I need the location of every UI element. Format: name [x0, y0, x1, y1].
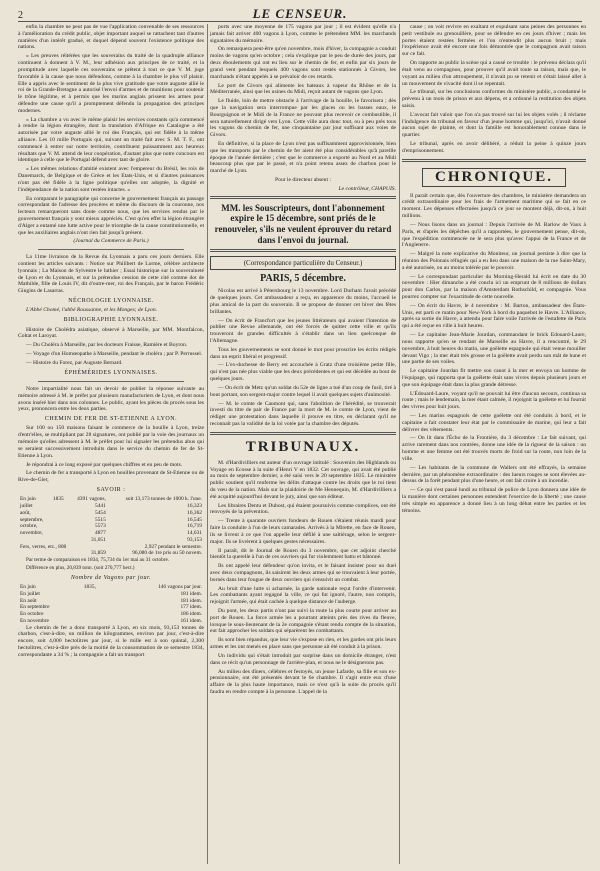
table-cell: En juin — [20, 496, 36, 503]
bibliography-heading: BIBLIOGRAPHIE LYONNAISE. — [63, 317, 159, 324]
table-total-row — [18, 550, 204, 557]
paragraph: Ils ont appelé leur défendeur qu'on invita, et le faisant insister pour un duel avec deux compagnons, ils saisirent les deux armes qui se trouvaient à leur portée, bornés dans leur fougue de deux ouvriers qui s'ensuivit un combat. — [210, 563, 396, 583]
table-cell: 5573 — [95, 523, 106, 530]
table-cell — [82, 604, 113, 611]
table-cell: 4877 — [95, 530, 106, 536]
column-1 — [18, 24, 204, 864]
paragraph: — Nous lisons dans un journal : Depuis l'arrivée de M. Barlow de Vaux à Paris, et d'après les dépêches qu'il a rapportées, le gouvernement pense, dit-on, que l'expédition commencée ne le sera plus qu'avec l'appui de la France et de l'Angleterre. — [402, 221, 586, 249]
table-cell: 31,859 — [90, 550, 106, 557]
paragraph: « La chambre a vu avec le même plaisir les services constants qu'a commencé à rendre la légion étrangère, dont la translation d'Afrique en Catalogne a été autorisée par votre auguste allié le roi des Français, qui est fidèle à la même alliance. Les 10 mille Portugais qui, suivant un traité fait avec S. M. T. F., ont commencé à entrer sur notre territoire, contribuent puissamment aux heureux résultats que V. M. attend de leur coopération, d'autant plus que notre concours est identique à celle que le Portugal défend avec tant de gloire. — [18, 116, 204, 164]
paragraph: Je répondrai à ce long exposé par quelques chiffres et en peu de mots. — [26, 461, 183, 468]
paragraph: — On écrit de Francfort que les jeunes littérateurs qui avaient l'intention de publier une Revue allemande, ont été forcés de quitter cette ville et qu'ils trouveront de grandes difficultés à s'établir dans un lieu quelconque de l'Allemagne. — [210, 317, 396, 344]
table-cell: 146 vagons par jour. — [157, 584, 202, 590]
paragraph: Le capitaine Jourdan fit mettre son canot à la mer et envoya un homme de l'équipage, qui rapporta que la goëlette était sans vivres depuis plusieurs jours et que son équipage était dans la plus grande détresse. — [402, 368, 586, 388]
table-cell: 31,051 — [90, 536, 106, 543]
table-cell: octobre, — [20, 523, 38, 530]
table-row — [18, 591, 204, 598]
table-cell: En novembre — [20, 617, 49, 624]
paragraph: En comparant le paragraphe qui concerne le gouvernement français au passage correspondant de l'adresse des procères et même du discours de la couronne, nos lecteurs remarqueront sans doute comme nous, que les services rendus par le gouvernement français y sont mieux appréciés. C'est qu'en effet la légion étrangère d'Alger a entamé une lutte active pour le triomphe de la cause constitutionnelle, et que les auxiliaires anglais n'ont rien fait jusqu'à présent. — [18, 195, 204, 236]
paragraph: La 11me livraison de la Revue du Lyonnais a paru ces jours derniers. Elle contient les articles suivants : Notice sur Philibert de Lorme, célèbre architecte lyonnais ; La Maison de Sylvestre le luthier ; Essai historique sur la souveraineté de Lyon et du Lyonnais, et sur la prétendue cession de cette cité comme dot de Mathilde, fille de Louis IV, dit d'outre-mer, roi des Français, par le baron Frédéric Gingins de Lasarras. — [18, 254, 204, 295]
paragraph: — Les habitants de la commune de Wallers ont été effrayés, la semaine dernière, par un phénomène extraordinaire : des lueurs rouges se sont élevées au-dessus de la forêt pendant plus d'une heure, et ont fait croire à un incendie. — [402, 464, 586, 485]
paragraph: — Trente à quarante ouvriers fondeurs de Rouen s'étaient réunis mardi pour faire la conduite à l'un de leurs camarades. Arrivés à la Mirette, en face de Rouen, ils se livrent à ce que l'on appelle leur défilé à une saltiérage, selon le sergent-major. Ils se livrèrent à quelques gestes nécessaires. — [210, 518, 396, 545]
signature-role: Le contrôleur, — [338, 185, 370, 192]
paragraph: — Le correspondant particulier du Morning-Herald lui écrit en date du 30 novembre : Hier dimanche a été conclu ici un emprunt de 8 millions de dollars pour don Carlos, par la maison d'Amsterdam Rothschild, et compagnie. Vous pourrez compter sur l'exactitude de cette nouvelle. — [402, 273, 586, 300]
table-cell: 93,153 — [187, 536, 202, 543]
table-cell: 4391 vagons, — [77, 496, 106, 503]
table-row — [18, 598, 204, 605]
paragraph: — Le capitaine Jean-Marie Jourdan, commandant le brick Edouard-Laure, nous rapporte qu'en se rendant de Marseille au Havre, il a rencontré, le 29 novembre, à huit heures du matin, une goëlette espagnole qui était venue mouiller devant Vigo ; la mer était très grosse et la goëlette avait perdu son mât de hune et une partie de ses voiles. — [402, 332, 586, 366]
dateline: PARIS, 5 décembre. — [260, 273, 346, 285]
table-cell — [82, 598, 113, 605]
paragraph: Il paraît certain que, dès l'ouverture des chambres, le ministère demandera un crédit extraordinaire pour les frais de l'armement maritime qui se fait en ce moment. Les dépenses effectuées jusqu'à ce jour se montent déjà, dit-on, à huit millions. — [402, 192, 586, 220]
paragraph: Au milieu des dîners, célèbres et festoyés, un jeune Lafarde, sa fille et son ex-pensionnaire, ont été présentés devant le 6e chambre. Il s'agit entre eux d'une affaire de la plus haute importance, mais ce n'est qu'à la suite du procès qu'il faudra en rendre compte à la personne. L'appel de la — [210, 668, 396, 695]
table-row — [18, 503, 204, 510]
signature-intro: Pour le directeur absent : — [275, 177, 331, 184]
double-divider — [210, 196, 396, 199]
table-cell: 16,719 — [187, 523, 202, 530]
table-cell: 1835, — [83, 584, 96, 590]
paragraph: On rapporte au public la scène qui a causé ce trouble : le prévenu déclara qu'il était venu au compagnon, pour prouver qu'il avait toute sa raison, mais que, le voyant au milieu d'un attroupement, il n'avait pu se retenir et s'était laissé aller à un mouvement de vivacité dont il se repentait. — [402, 60, 586, 87]
table-cell: En août — [20, 597, 37, 604]
table-row — [18, 584, 204, 591]
paragraph: Au bruit d'une lutte si acharnée, la garde nationale reçut l'ordre d'intervenir. Les combattants ayant regagné la ville, ce qui fut ignoré, l'autre, non compris, rejoignit l'armée, qui était cachée à quelque distance de l'auberge. — [210, 585, 396, 606]
paragraph: — On écrit du Havre, le 4 novembre : M. Barton, ambassadeur des États-Unis, est parti ce matin pour New-York à bord du paquebot le Havre. L'Alliance, après sa sortie du Havre, a attendu pour faire voile l'arrivée de l'estafette de Paris qui a été reçue en ville à huit heures. — [402, 302, 586, 330]
table-cell: 16,362 — [187, 509, 202, 516]
ephemerides-heading: ÉPHÉMÉRIDES LYONNAISES. — [64, 369, 158, 376]
table-cell — [51, 503, 69, 510]
table-cell: 5515 — [95, 516, 106, 523]
table-cell — [82, 591, 113, 598]
page-number: 2 — [18, 10, 23, 21]
table-cell: 96,080 de 1re pris ou 50 novem. — [132, 550, 202, 557]
table-cell: 16,323 — [187, 503, 202, 509]
columns — [18, 24, 586, 864]
paragraph: L'avocat fait valoir que l'on n'a pas trouvé sur lui les objets volés ; il réclame l'indulgence du tribunal en faveur d'un jeune homme qui, jusqu'ici, n'avait donné aucun sujet de plainte, et dont la famille est honorablement connue dans le quartier. — [402, 111, 586, 139]
paragraph: cause ; on voit revivre en exaltant et expulsant sans peines des personnes en petit vestibule ou grenouillère, pour se défendre en ces jours d'hiver ; mais les portes étaient restées fermées et l'on n'entendit plus aucun bruit ; mais l'expérience avait été encore une fois démontrée que le compagnon avait raison sur ce fait. — [402, 24, 586, 58]
newspaper-title: LE CENSEUR. — [252, 6, 348, 21]
table-cell: 186 idem. — [180, 611, 202, 617]
paragraph: Il paraît, dit le Journal de Rouen du 3 novembre, que cet adjoint cherché bientôt la querelle à l'un de ces ouvriers qui fut violemment battu et bâtonné. — [210, 547, 396, 561]
table-cell: 177 idem. — [180, 604, 202, 611]
table-row — [18, 517, 204, 524]
paragraph: — Voyage d'un Homœopathe à Marseille, pendant le choléra ; par P. Perrussel. — [26, 350, 203, 357]
necrology-heading: NÉCROLOGIE LYONNAISE. — [68, 298, 154, 305]
table-row — [18, 530, 204, 537]
section-heading-tribunaux: TRIBUNAUX. — [245, 438, 361, 455]
vagon-heading: Nombre de Vagons par jour. — [70, 574, 152, 581]
paragraph: Les libraires Dentu et Dubost, qui étaient poursuivis comme complices, ont été renvoyés de la prévention. — [210, 502, 396, 516]
table-row — [18, 618, 204, 625]
paragraph: — M. le comte de Caumont qui, sans l'abolition de l'hérédité, se trouverait investi du titre de pair de France par la mort de M. le comte de Lyon, vient de rédiger une protestation dans laquelle il prouve en titre, en déclarant qu'il ne reconnaît pas la validité de la loi votée par la chambre des députés. — [210, 400, 396, 427]
table-total-row — [18, 537, 204, 544]
table-cell: 181 idem. — [180, 597, 202, 604]
table-cell: soit 13,173 tonnes de 1000 k. l'une. — [125, 496, 202, 503]
table-cell: 5454 — [95, 509, 106, 516]
table-cell — [82, 611, 113, 618]
table-cell — [51, 517, 69, 524]
signature-name: CHAPUIS. — [371, 185, 396, 192]
table-row — [18, 523, 204, 530]
paragraph: — On écrit de Metz qu'un soldat du 52e de ligne a tué d'un coup de fusil, tiré à bout portant, son sergent-major contre lequel il avait quelques sujets d'animosité. — [210, 384, 396, 398]
table-row — [18, 496, 204, 503]
table-cell: 14,631 — [187, 530, 202, 536]
table-row — [18, 604, 204, 611]
paragraph: On remarquera peut-être qu'en novembre, mois d'hiver, la compagnie a conduit moins de vagons qu'en octobre ; cela s'explique par le peu de durée des jours, par deux éboulements qui ont eu lieu sur le chemin de fer, et enfin par six jours de grand vent pendant lesquels 400 vagons sont restés stationnés à Givors, les marchands n'étant appelés à se prévaloir de ces retards. — [210, 46, 396, 80]
paragraph: Ils sont bien répandus, que leur vie s'expose en rien, et les gardes ont pris leurs armes et les ont menés en place sans que personne ait été conduit à la prison. — [210, 637, 396, 651]
table-cell: 5441 — [95, 503, 106, 509]
paragraph: « Les mêmes relations d'amitié existent avec l'empereur du Brésil, les rois de Danemarck, de Belgique et de Grèce et les Etats-Unis, et si d'autres puissances n'ont pas été fidèle à la ligne politique qu'elles ont adoptée, la dignité et l'indépendance de la nation sont restées intactes. » — [18, 166, 204, 193]
paragraph: L'Édouard-Laure, voyant qu'il ne pouvait lui être d'aucun secours, continua sa route ; mais le lendemain, la mer étant calmée, il rejoignit la goëlette et lui fournit des vivres pour huit jours. — [402, 390, 586, 411]
column-3 — [402, 24, 586, 864]
paragraph: M. d'Hardivilliers est auteur d'un ouvrage intitulé : Souvenirs des Highlands ou Voyage en Ecosse à la suite d'Henri V en 1832. Cet ouvrage, qui avait été publié au mois de septembre dernier, a été saisi vers le 20 septembre 1835. Le ministère public soutient qu'il renferme les délits d'attaque contre les droits que le roi tient du vœu de la nation. Mais sur la plaidoirie de Me Hennequin, M. d'Hardivilliers a été acquitté aujourd'hui devant le jury, ainsi que son éditeur. — [210, 459, 396, 500]
paragraph: — L'ex-duchesse de Berry est accouchée à Gratz d'une troisième petite fille, qui n'est pas née plus viable que les deux précédentes et qui est décédée au bout de quelques jours. — [210, 362, 396, 383]
divider — [38, 249, 184, 250]
table-cell: 181 idem. — [180, 590, 202, 597]
paragraph: — Histoire du Forez, par Auguste Bernard. — [26, 359, 123, 366]
table-cell: En septembre — [20, 604, 50, 611]
table-cell: Fers, verres, etc., 808 — [20, 543, 67, 550]
paragraph: Sur 100 ou 150 maisons faisant le commerce de la houille à Lyon, treize d'entr'elles, se multipliant par 28 signatures, ont publié par la voie des journaux un mémoire qu'elles adressent à M. le préfet pour lui signaler les prétendus abus qui se seraient successivement introduits dans le service du chemin de fer de St-Etienne à Lyon. — [18, 425, 204, 459]
table-cell: En juin — [20, 584, 36, 590]
signature — [210, 186, 396, 192]
table-cell: En juillet — [20, 590, 40, 597]
subscription-notice: MM. les Souscripteurs, dont l'abonnement expire le 15 décembre, sont priés de le renouveler, s'ils ne veulent éprouver du retard dans l'envoi du journal. — [214, 202, 392, 245]
table-cell — [82, 618, 113, 625]
paragraph: Le fluide, loin de mettre obstacle à l'arrivage de la houille, le favorisera ; dès que la navigation sera interrompue par les glaces ou les basses eaux, le Bourguignon et le Midi de la France ne pouvant plus recevoir ce combustible, il sera naturellement dirigé vers Lyon. Cette ville aura donc tout, ou à peu près tous les vagons du chemin de fer, une cinquantaine par jour suffisant aux voies de Givors. — [210, 98, 396, 139]
paragraph: enfin la chambre ne peut pas de vue l'application convenable de ses ressources à l'amélioration du crédit public, objet important auquel se rattachent tant d'autres matières d'un intérêt gradué, et duquel dépend souvent l'existence politique des nations. — [18, 24, 204, 51]
paragraph: Tous les gouvernements se sont donné le mot pour proscrire les écrits rédigés dans un esprit libéral et progressif. — [210, 346, 396, 360]
double-divider — [210, 432, 396, 435]
paragraph: « Les preuves réitérées que les souverains du traité de la quadruple alliance continuent à donnent à V. M., leur adhésion aux principes de ce traité, et la promptitude avec laquelle ces souverains se prêtent à tout ce que V. M. juge favorable à la cause que nous défendons, comme à la chambre le plus vif plaisir. Elle a appris avec le sentiment de la plus vive gratitude que votre auguste allié le roi de la Grande-Bretagne a autorisé l'envoi d'armes et de munitions pour soutenir le trône légitime, et à permis que les marins anglais prissent les armes pour défendre une cause qu'il a promptement défendu la propagation des principes modernes. — [18, 53, 204, 114]
paragraph: Le port de Givors qui alimente les bateaux à vapeur du Rhône et de la Méditerranée, ainsi que les usines du Midi, reçoit autant de vagons que Lyon. — [210, 82, 396, 96]
column-divider-2 — [399, 24, 400, 864]
paragraph: Du pont, les deux partis n'ont pas suivi la route la plus courte pour arriver au port de Rouen. La force armée les a pourtant atteints près des rives du fleuve, lorsque le sous-lieutenant de la 2e compagnie s'étant rendu compte de la situation, eut fait approcher les soldats qui séparèrent les combattants. — [210, 608, 396, 635]
paragraph: Un individu qui s'était introduit par surprise dans un domicile étranger, n'est dans ce récit qu'un personnage de l'arrière-plan, et nous ne le désignerons pas. — [210, 652, 396, 666]
paragraph: — Du Choléra à Marseille, par les docteurs Fraisse, Ramière et Boyron. — [26, 342, 188, 349]
paragraph: Histoire de Cholédra asiatique, observé à Marseille, par MM. Montfalcon, Coltat et Laroyat. — [18, 326, 204, 340]
shipments-table — [18, 496, 204, 557]
table-cell — [51, 530, 69, 537]
paragraph: Notre impartialité nous fait un devoir de publier la réponse suivante au mémoire adressé à M. le préfet par plusieurs manufacturiers de Lyon, et dont nous avons inséré hier dans nos colonnes. Le public, ayant les pièces du procès sous les yeux, prononcera entre les deux parties. — [18, 385, 204, 413]
masthead — [18, 6, 582, 22]
table-row — [18, 544, 204, 551]
paragraph: — On lit dans l'Écho de la Frontière, du 3 décembre : Le fait suivant, qui arrive rarement dans nos contrées, donne une idée de la rigueur de la saison : un homme et une femme ont été trouvés morts de froid sur la route, non loin de la ville. — [402, 435, 586, 462]
double-divider — [210, 249, 396, 252]
railway-heading: CHEMIN DE FER DE ST-ETIENNE A LYON. — [44, 416, 178, 423]
correspondence-heading: (Correspondance particulière du Censeur.) — [210, 256, 396, 270]
table-cell: juillet — [20, 503, 33, 509]
column-divider-1 — [207, 24, 208, 864]
paragraph: L'Abbé Chomé, l'abbé Roussanne, et les Monges; de Lyon. — [26, 307, 158, 314]
column-2 — [210, 24, 396, 864]
double-divider — [402, 159, 586, 162]
table-cell: août, — [20, 509, 31, 516]
paragraph: — Ce qui s'est passé lundi au tribunal de police de Lyon donnera une idée de la manière dont certaines personnes entendent l'exercice de la liberté ; une cause très simple en apparence a donné lieu à un long débat entre les parties et les témoins. — [402, 487, 586, 514]
paragraph: Le tribunal, après en avoir délibéré, a réduit la peine à quinze jours d'emprisonnement. — [402, 141, 586, 154]
table-row — [18, 510, 204, 517]
table-cell — [51, 523, 69, 530]
article-source: (Journal du Commerce de Paris.) — [73, 238, 149, 245]
table-cell: 1835 — [52, 496, 64, 503]
table-cell — [51, 510, 69, 517]
paragraph: Différence en plus, 20,839 tonn. (soit 270,777 hect.) — [26, 565, 135, 572]
section-heading-chronique: CHRONIQUE. — [422, 168, 566, 187]
paragraph: Le chemin de fer a transporté à Lyon en houilles provenant de St-Etienne ou de Rive-de-Gier, — [18, 470, 204, 484]
paragraph: Le chemin de fer a donc transporté à Lyon, en six mois, 93,153 tonnes de charbon, c'est-à-dire, un million de kilogrammes, environ par jour, c'est-à-dire encore, soit 4,000 hectolitres par jour, si le mille est à son quintal, 2,300 hectolitres, c'est-à-dire près de la moitié de la consommation de ce semestre 1834, correspondante a 34 % ; la compagnie a fait un transport — [18, 624, 204, 658]
paragraph: ports avec une moyenne de 175 vagons par jour ; il est évident qu'elle n'a jamais fait arriver 400 vagons à Lyon, comme le prétendent MM. les marchands signataires du mémoire. — [210, 24, 396, 44]
table-cell: 2,927 pendant le semestre. — [144, 543, 202, 550]
table-heading: SAVOIR : — [96, 486, 126, 493]
table-row — [18, 611, 204, 618]
vagons-table — [18, 584, 204, 625]
table-cell: septembre, — [20, 516, 44, 523]
table-cell: 161 idem. — [180, 617, 202, 624]
paragraph: Nicolas est arrivé à Pétersbourg le 13 novembre. Lord Durham l'avait précédé de quelques jours. Cet ambassadeur a reçu, en apparence du moins, l'accueil le plus amical de la part du souverain. Il se propose de donner cet hiver des fêtes brillantes. — [210, 288, 396, 315]
paragraph: Le tribunal, sur les conclusions conformes du ministère public, a condamné le prévenu à un mois de prison et aux dépens, et a ordonné la restitution des objets saisis. — [402, 89, 586, 109]
paragraph: — Malgré la note explicative du Moniteur, un journal persiste à dire que la réunion des Polonais réfugiés qui a eu lieu dans une maison de la rue Saint-Mary, a été autorisée, ou au moins tolérée par le pouvoir. — [402, 251, 586, 271]
table-cell: novembre, — [20, 530, 43, 536]
table-cell: En octobre — [20, 611, 44, 617]
paragraph: Par terme de comparaison en 1834, 75,734 du 1er mai au 31 octobre. — [26, 557, 170, 563]
table-cell: 16,545 — [187, 516, 202, 523]
divider — [38, 381, 184, 382]
paragraph: — Les marins espagnols de cette goëlette ont été conduits à bord, et le capitaine a fait constater leur état par le commissaire de marine, qui leur a fait délivrer des vêtements. — [402, 413, 586, 433]
paragraph: En définitive, si la place de Lyon n'est pas suffisamment approvisionnée, bien que les transports par le chemin de fer aient été plus considérables qu'à pareille époque de l'année dernière ; c'est que le commerce a exporté au Nord et au Midi beaucoup plus que par le passé, et n'a point retenu assez de charbon pour le marché de Lyon. — [210, 141, 396, 175]
